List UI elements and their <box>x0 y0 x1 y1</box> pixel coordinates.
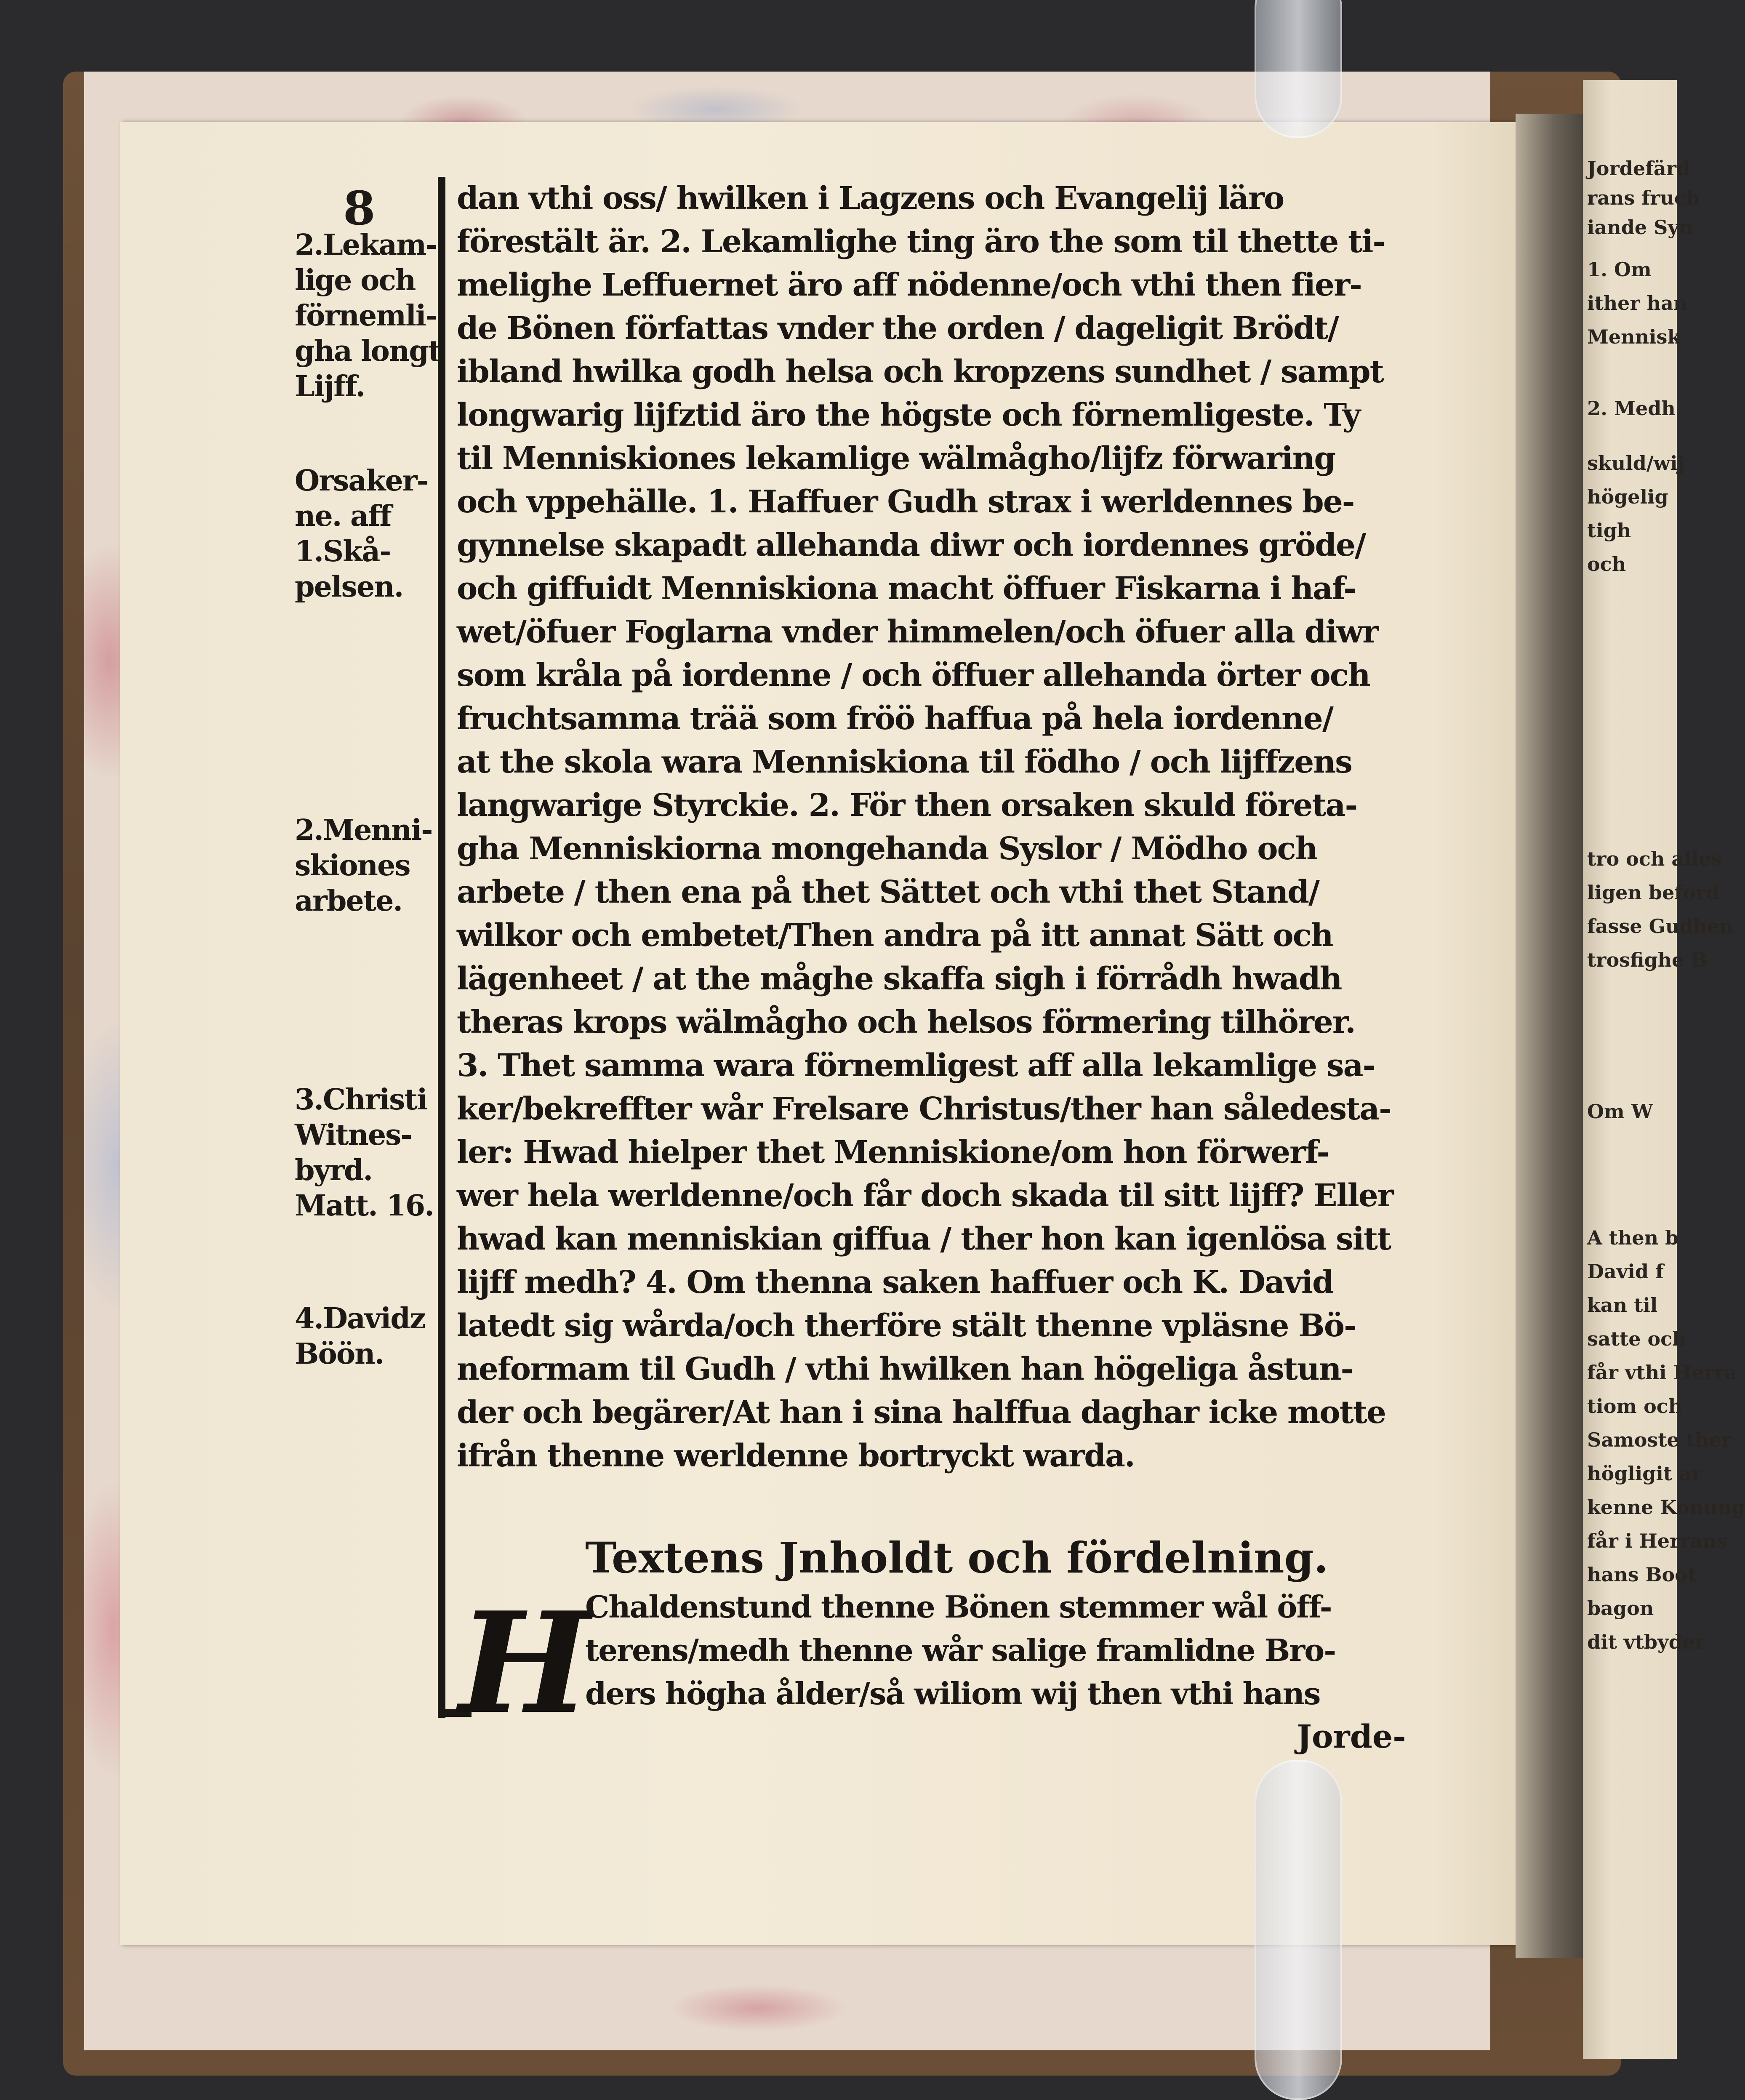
text-line: och giffuidt Menniskiona macht öffuer Fiskarna i haf- <box>457 570 1356 607</box>
drop-cap: H <box>459 1581 590 1745</box>
text-line: som kråla på iordenne / och öffuer allehanda örter och <box>457 657 1370 693</box>
text-line: ifrån thenne werldenne bortryckt warda. <box>457 1438 1135 1474</box>
next-page-line: får i Herrans <box>1587 1530 1728 1552</box>
next-page-line: får vthi Herra <box>1587 1361 1737 1384</box>
text-line: latedt sig wårda/och therföre stält thenne vpläsne Bö- <box>457 1308 1356 1344</box>
text-line: lijff medh? 4. Om thenna saken haffuer och K. David <box>457 1264 1333 1301</box>
next-page-line: högelig <box>1587 485 1668 508</box>
text-line: ibland hwilka godh helsa och kropzens sundhet / sampt <box>457 354 1383 390</box>
next-page-line: kenne Konung <box>1587 1496 1745 1519</box>
page-clip-bottom <box>1255 1760 1342 2100</box>
next-page-line: David f <box>1587 1260 1664 1283</box>
text-line: theras krops wälmågho och helsos förmering tilhörer. <box>457 1004 1355 1040</box>
next-page-line: Samoste ther <box>1587 1428 1732 1451</box>
text-line: de Bönen författas vnder the orden / dageligit Brödt/ <box>457 310 1338 346</box>
page-number: 8 <box>343 181 376 235</box>
next-page-line: ither han <box>1587 292 1688 314</box>
next-page-line: iande Syn <box>1587 216 1693 239</box>
text-line: gha Menniskiorna mongehanda Syslor / Mödho och <box>457 831 1317 867</box>
text-line: förestält är. 2. Lekamlighe ting äro the som til thette ti- <box>457 224 1385 260</box>
next-page-line: tigh <box>1587 519 1631 542</box>
margin-note: 4.Davidz Böön. <box>295 1302 425 1371</box>
next-page-line: ligen beford <box>1587 881 1720 904</box>
section-intro <box>585 1585 1440 1715</box>
text-line: langwarige Styrckie. 2. För then orsaken skuld företa- <box>457 787 1357 823</box>
text-line: dan vthi oss/ hwilken i Lagzens och Evangelij läro <box>457 180 1284 216</box>
next-page-line: tiom och <box>1587 1395 1683 1418</box>
margin-note: 2.Menni- skiones arbete. <box>295 813 432 918</box>
next-page-line: tro och alles <box>1587 847 1722 870</box>
section-heading: Textens Jnholdt och fördelning. <box>585 1533 1329 1583</box>
text-line: ler: Hwad hielper thet Menniskione/om hon förwerf- <box>457 1134 1329 1170</box>
text-line: at the skola wara Menniskiona til födho / och lijffzens <box>457 744 1352 780</box>
next-page-line: trosfighe B <box>1587 949 1708 971</box>
text-line: arbete / then ena på thet Sättet och vthi thet Stand/ <box>457 874 1319 910</box>
next-page-line: och <box>1587 553 1626 576</box>
margin-note: 3.Christi Witnes- byrd. Matt. 16. <box>295 1083 434 1223</box>
next-page-line: kan til <box>1587 1294 1658 1316</box>
text-line: ders högha ålder/så wiliom wij then vthi hans <box>585 1676 1320 1711</box>
text-line: gynnelse skapadt allehanda diwr och iordennes gröde/ <box>457 527 1366 563</box>
next-page-line: A then b <box>1587 1226 1679 1249</box>
text-line: Chaldenstund thenne Bönen stemmer wål öff- <box>585 1589 1332 1625</box>
catchword: Jorde- <box>1297 1718 1406 1755</box>
text-line: 3. Thet samma wara förnemligest aff alla lekamlige sa- <box>457 1047 1375 1084</box>
text-line: hwad kan menniskian giffua / ther hon kan igenlösa sitt <box>457 1221 1391 1257</box>
margin-rule <box>438 177 445 1718</box>
text-line: terens/medh thenne wår salige framlidne Bro- <box>585 1632 1336 1668</box>
next-page-line: fasse Gudhen <box>1587 915 1734 938</box>
text-line: lägenheet / at the måghe skaffa sigh i förrådh hwadh <box>457 961 1342 997</box>
next-page-line: skuld/wij <box>1587 452 1685 474</box>
text-line: der och begärer/At han i sina halffua daghar icke motte <box>457 1394 1386 1431</box>
text-line: til Menniskiones lekamlige wälmågho/lijfz förwaring <box>457 440 1335 477</box>
next-page-line: dit vtbyder <box>1587 1631 1705 1653</box>
text-line: neformam til Gudh / vthi hwilken han högeliga åstun- <box>457 1351 1353 1387</box>
margin-note: 2.Lekam- lige och förnemli- gha longt Lijff. <box>295 228 441 403</box>
margin-note: Orsaker- ne. aff 1.Skå- pelsen. <box>295 464 428 604</box>
text-line: longwarig lijfztid äro the högste och förnemligeste. Ty <box>457 397 1360 433</box>
text-line: ker/bekreffter wår Frelsare Christus/ther han såledesta- <box>457 1091 1391 1127</box>
next-page-line: högligit ar <box>1587 1462 1702 1485</box>
text-line: fruchtsamma trää som fröö haffua på hela iordenne/ <box>457 701 1333 737</box>
next-page-line: rans fruch <box>1587 187 1700 209</box>
text-line: wilkor och embetet/Then andra på itt annat Sätt och <box>457 917 1333 954</box>
text-line: och vppehälle. 1. Haffuer Gudh strax i werldennes be- <box>457 484 1354 520</box>
text-line: melighe Leffuernet äro aff nödenne/och vthi then fier- <box>457 267 1361 303</box>
next-page-line: Om W <box>1587 1100 1653 1123</box>
next-page-line: 2. Medh <box>1587 397 1676 420</box>
text-line: wet/öfuer Foglarna vnder himmelen/och öfuer alla diwr <box>457 614 1378 650</box>
next-page-line: hans Boot <box>1587 1563 1697 1586</box>
body-text <box>457 177 1438 1478</box>
next-page-line: bagon <box>1587 1597 1654 1620</box>
next-page-line: 1. Om <box>1587 258 1652 281</box>
next-page-line: Mennisk <box>1587 325 1681 348</box>
next-page-line: satte och <box>1587 1327 1686 1350</box>
right-page-fragment <box>1583 80 1745 2059</box>
next-page-line: Jordefärd <box>1587 157 1690 180</box>
text-line: wer hela werldenne/och får doch skada til sitt lijff? Eller <box>457 1178 1393 1214</box>
page-clip-top <box>1255 0 1342 138</box>
